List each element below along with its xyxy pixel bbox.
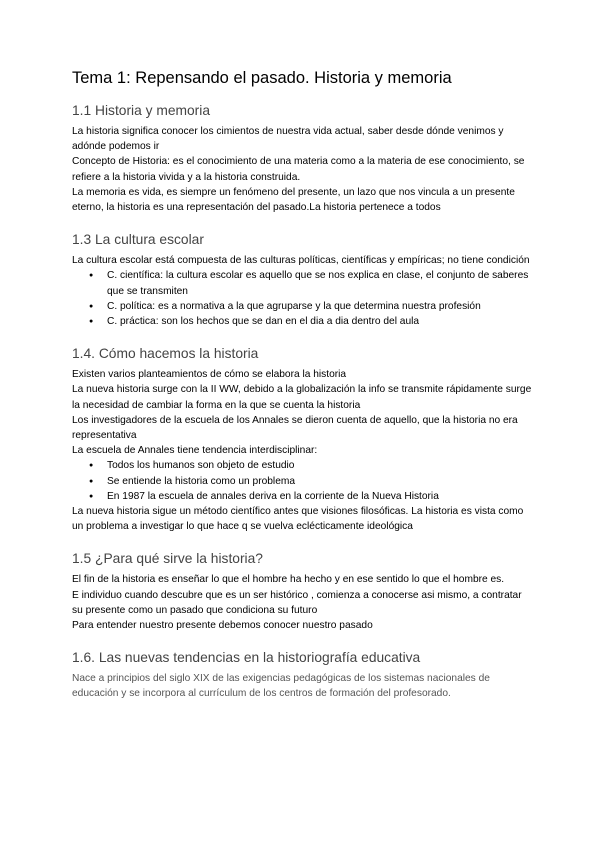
section-cultura-escolar <box>72 231 532 329</box>
section-como-hacemos-historia <box>72 345 532 534</box>
paragraph: La historia significa conocer los cimientos de nuestra vida actual, saber desde dónde venimos y adónde podemos ir <box>72 126 504 153</box>
paragraph: La nueva historia surge con la II WW, debido a la globalización la info se transmite rápidamente surge la necesidad de cambiar la forma en la que se cuenta la historia <box>72 384 532 411</box>
paragraph: Para entender nuestro presente debemos conocer nuestro pasado <box>72 620 373 632</box>
section-historia-memoria <box>72 102 532 215</box>
list-item: ● C. científica: la cultura escolar es aquello que se nos explica en clase, el conjunto de saberes que se transmiten <box>89 268 532 298</box>
paragraph: La cultura escolar está compuesta de las culturas políticas, científicas y empíricas; no tiene condición <box>72 255 530 267</box>
paragraph: El fin de la historia es enseñar lo que el hombre ha hecho y en ese sentido lo que el hombre es. <box>72 574 505 586</box>
section-heading: 1.4. Cómo hacemos la historia <box>72 346 259 362</box>
list-item: ● Todos los humanos son objeto de estudio <box>89 458 532 473</box>
paragraph: E individuo cuando descubre que es un ser histórico , comienza a conocerse asi mismo, a contratar su presente como un pasado que condiciona su futuro <box>72 589 522 616</box>
section-heading: 1.6. Las nuevas tendencias en la historiografía educativa <box>72 650 421 666</box>
section-para-que-sirve <box>72 550 532 633</box>
list-item: ● En 1987 la escuela de annales deriva en la corriente de la Nueva Historia <box>89 489 532 504</box>
document-title: Tema 1: Repensando el pasado. Historia y memoria <box>72 69 452 87</box>
list-item: ● C. práctica: son los hechos que se dan en el dia a dia dentro del aula <box>89 314 532 329</box>
bullet-list <box>72 268 532 329</box>
list-item: ● C. política: es a normativa a la que agruparse y la que determina nuestra profesión <box>89 299 532 314</box>
list-item: ● Se entiende la historia como un problema <box>89 474 532 489</box>
paragraph: Concepto de Historia: es el conocimiento de una materia como a la materia de ese conocimiento, se refiere a la historia vivida y a la historia construida. <box>72 156 525 183</box>
paragraph: Nace a principios del siglo XIX de las exigencias pedagógicas de los sistemas nacionales de educación y se incorpora al currículum de los centros de formación del profesorado. <box>72 673 490 700</box>
section-heading: 1.5 ¿Para qué sirve la historia? <box>72 551 263 567</box>
paragraph: La escuela de Annales tiene tendencia interdisciplinar: <box>72 445 318 457</box>
section-heading: 1.1 Historia y memoria <box>72 103 211 118</box>
section-heading: 1.3 La cultura escolar <box>72 232 204 248</box>
section-nuevas-tendencias <box>72 649 532 701</box>
bullet-list <box>72 458 532 504</box>
paragraph: Los investigadores de la escuela de los Annales se dieron cuenta de aquello, que la historia no era representativa <box>72 414 518 442</box>
paragraph: La nueva historia sigue un método científico antes que visiones filosóficas. La historia es vista como un problema a investigar lo que hace q se vuelva eclécticamente ideológica <box>72 506 524 533</box>
paragraph: La memoria es vida, es siempre un fenómeno del presente, un lazo que nos vincula a un presente eterno, la historia es una representación del pasado.La historia pertenece a todos <box>72 186 515 214</box>
document-page <box>72 68 532 718</box>
paragraph: Existen varios planteamientos de cómo se elabora la historia <box>72 369 347 381</box>
